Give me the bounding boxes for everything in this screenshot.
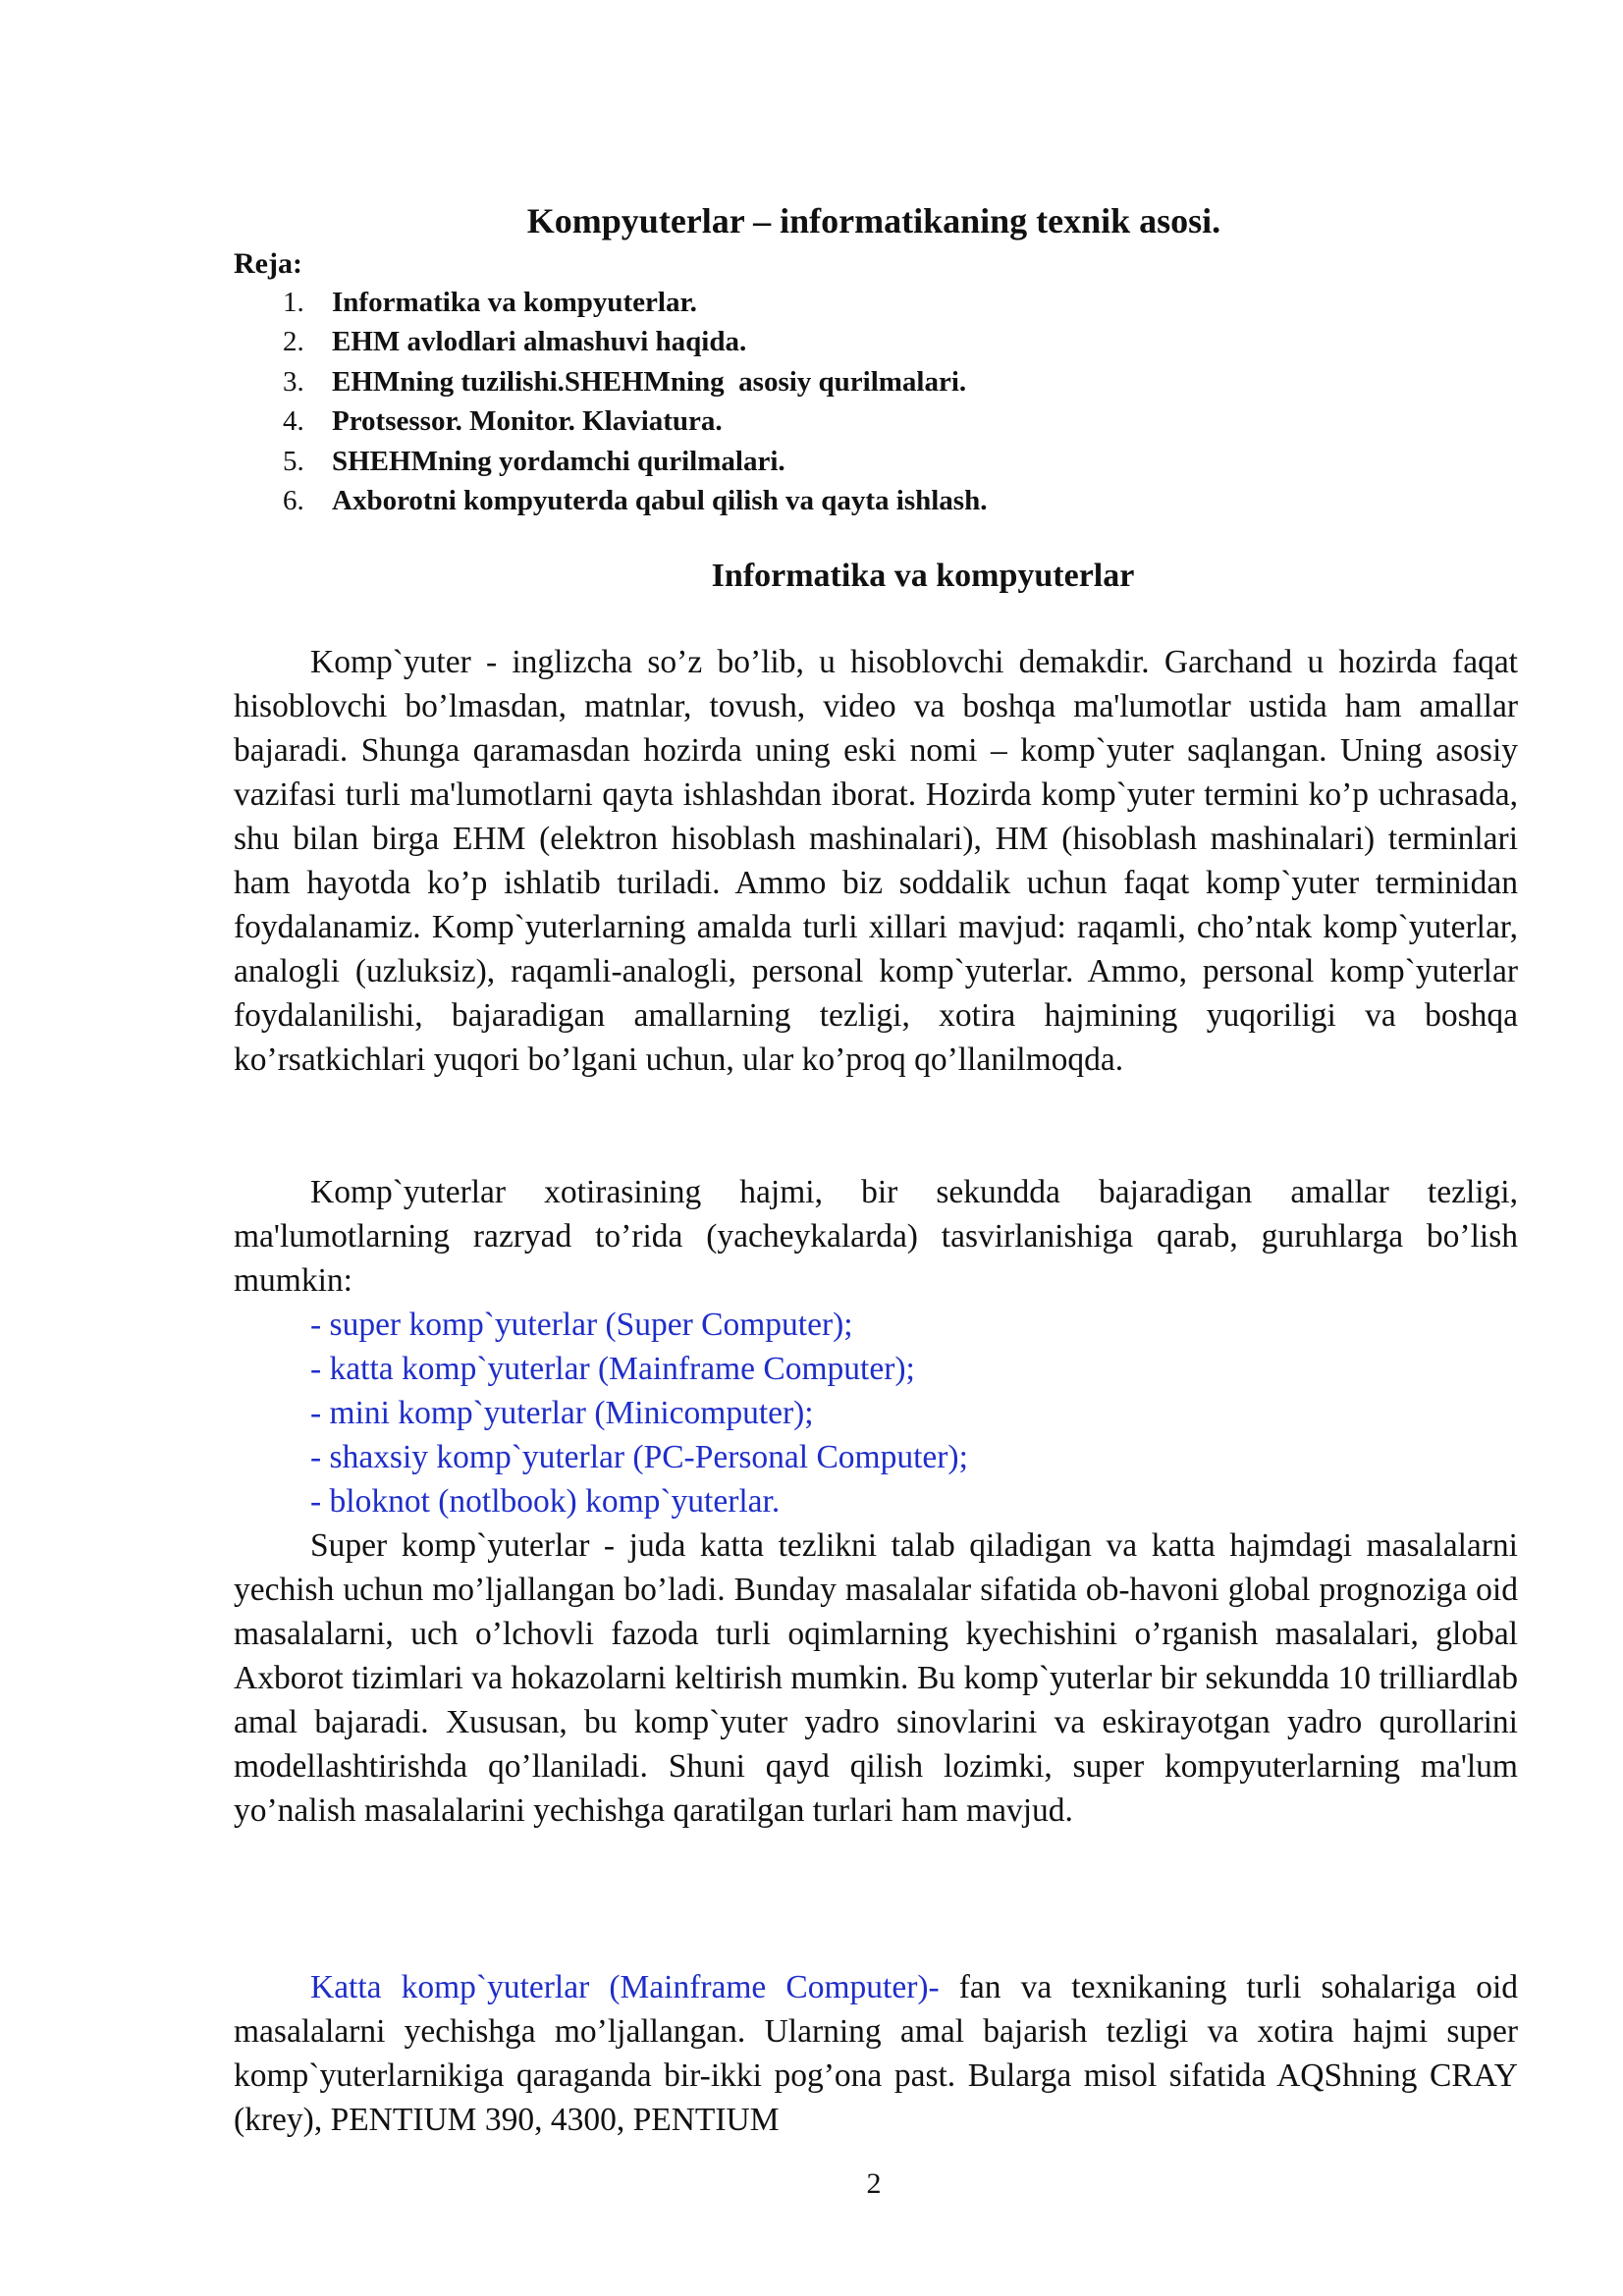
- mainframe-term: Katta komp`yuterlar (Mainframe Computer)-: [310, 1969, 940, 2005]
- paragraph-intro: Komp`yuter - inglizcha so’z bo’lib, u hisoblovchi demakdir. Garchand u hozirda faqat hisoblovchi bo’lmasdan, matnlar, tovush, video va boshqa ma'lumotlar ustida ham amallar bajaradi. Shunga qaramasdan hozirda uning eski nomi – komp`yuter saqlangan. Uning asosiy vazifasi turli ma'lumotlarni qayta ishlashdan iborat. Hozirda komp`yuter termini ko’p uchrasada, shu bilan birga EHM (elektron hisoblash mashinalari), HM (hisoblash mashinalari) terminlari ham hayotda ko’p ishlatib turiladi. Ammo biz soddalik uchun faqat komp`yuter terminidan foydalanamiz. Komp`yuterlarning amalda turli xillari mavjud: raqamli, cho’ntak komp`yuterlar, analogli (uzluksiz), raqamli-analogli, personal komp`yuterlar. Ammo, personal komp`yuterlar foydalanilishi, bajaradigan amallarning tezligi, xotira hajmining yuqoriligi va boshqa ko’rsatkichlari yuqori bo’lgani uchun, ular ko’proq qo’llanilmoqda.: [234, 644, 1518, 1078]
- computer-types-list: [310, 1303, 968, 1523]
- mainframe-description: fan va texnikaning turli sohalariga oid masalalarni yechishga mo’ljallangan. Ularning amal bajarish tezligi va xotira hajmi super komp`yuterlarnikiga qaraganda bir-ikki pog’ona past. Bularga misol sifatida AQShning CRAY (krey), PENTIUM 390, 4300, PENTIUM: [234, 1969, 1518, 2138]
- plan-item-number: 1.: [283, 287, 304, 318]
- paragraph-classification: Komp`yuterlar xotirasining hajmi, bir sekundda bajaradigan amallar tezligi, ma'lumotlarning razryad to’rida (yacheykalarda) tasvirlanishiga qarab, guruhlarga bo’lish mumkin:: [234, 1174, 1518, 1299]
- plan-item-text: Protsessor. Monitor. Klaviatura.: [332, 405, 723, 438]
- plan-item-text: EHMning tuzilishi.SHEHMning asosiy qurilmalari.: [332, 365, 967, 398]
- plan-item-number: 2.: [283, 326, 304, 358]
- computer-type-item: - shaxsiy komp`yuterlar (PC-Personal Computer);: [310, 1439, 968, 1475]
- paragraph-mainframe: [234, 1965, 1518, 2142]
- plan-item-number: 4.: [283, 405, 304, 438]
- plan-label: Reja:: [234, 247, 302, 280]
- section-heading: Informatika va kompyuterlar: [711, 558, 1135, 594]
- paragraph-super-computers: Super komp`yuterlar - juda katta tezlikni talab qiladigan va katta hajmdagi masalalarni yechish uchun mo’ljallangan bo’ladi. Bunday masalalar sifatida ob-havoni global prognoziga oid masalalarni, uch o’lchovli fazoda turli oqimlarning kyechishini o’rganish masalalari, global Axborot tizimlari va hokazolarni keltirish mumkin. Bu komp`yuterlar bir sekundda 10 trilliardlab amal bajaradi. Xususan, bu komp`yuter yadro sinovlarini va eskirayotgan yadro qurollarini modellashtirishda qo’llaniladi. Shuni qayd qilish lozimki, super kompyuterlarning ma'lum yo’nalish masalalarini yechishga qaratilgan turlari ham mavjud.: [234, 1527, 1518, 1829]
- plan-item-number: 5.: [283, 445, 304, 477]
- plan-item-number: 3.: [283, 365, 304, 398]
- computer-type-item: - katta komp`yuterlar (Mainframe Computer);: [310, 1351, 915, 1387]
- computer-type-item: - super komp`yuterlar (Super Computer);: [310, 1307, 853, 1343]
- computer-type-item: - bloknot (notlbook) komp`yuterlar.: [310, 1483, 781, 1520]
- plan-item-text: SHEHMning yordamchi qurilmalari.: [332, 445, 785, 477]
- plan-item-text: Axborotni kompyuterda qabul qilish va qayta ishlash.: [332, 484, 988, 516]
- plan-item-number: 6.: [283, 484, 304, 516]
- computer-type-item: - mini komp`yuterlar (Minicomputer);: [310, 1395, 814, 1431]
- document-title: Kompyuterlar – informatikaning texnik asosi.: [526, 201, 1221, 240]
- plan-item-text: EHM avlodlari almashuvi haqida.: [332, 326, 747, 358]
- plan-item-text: Informatika va kompyuterlar.: [332, 287, 697, 318]
- page-number: 2: [866, 2167, 882, 2200]
